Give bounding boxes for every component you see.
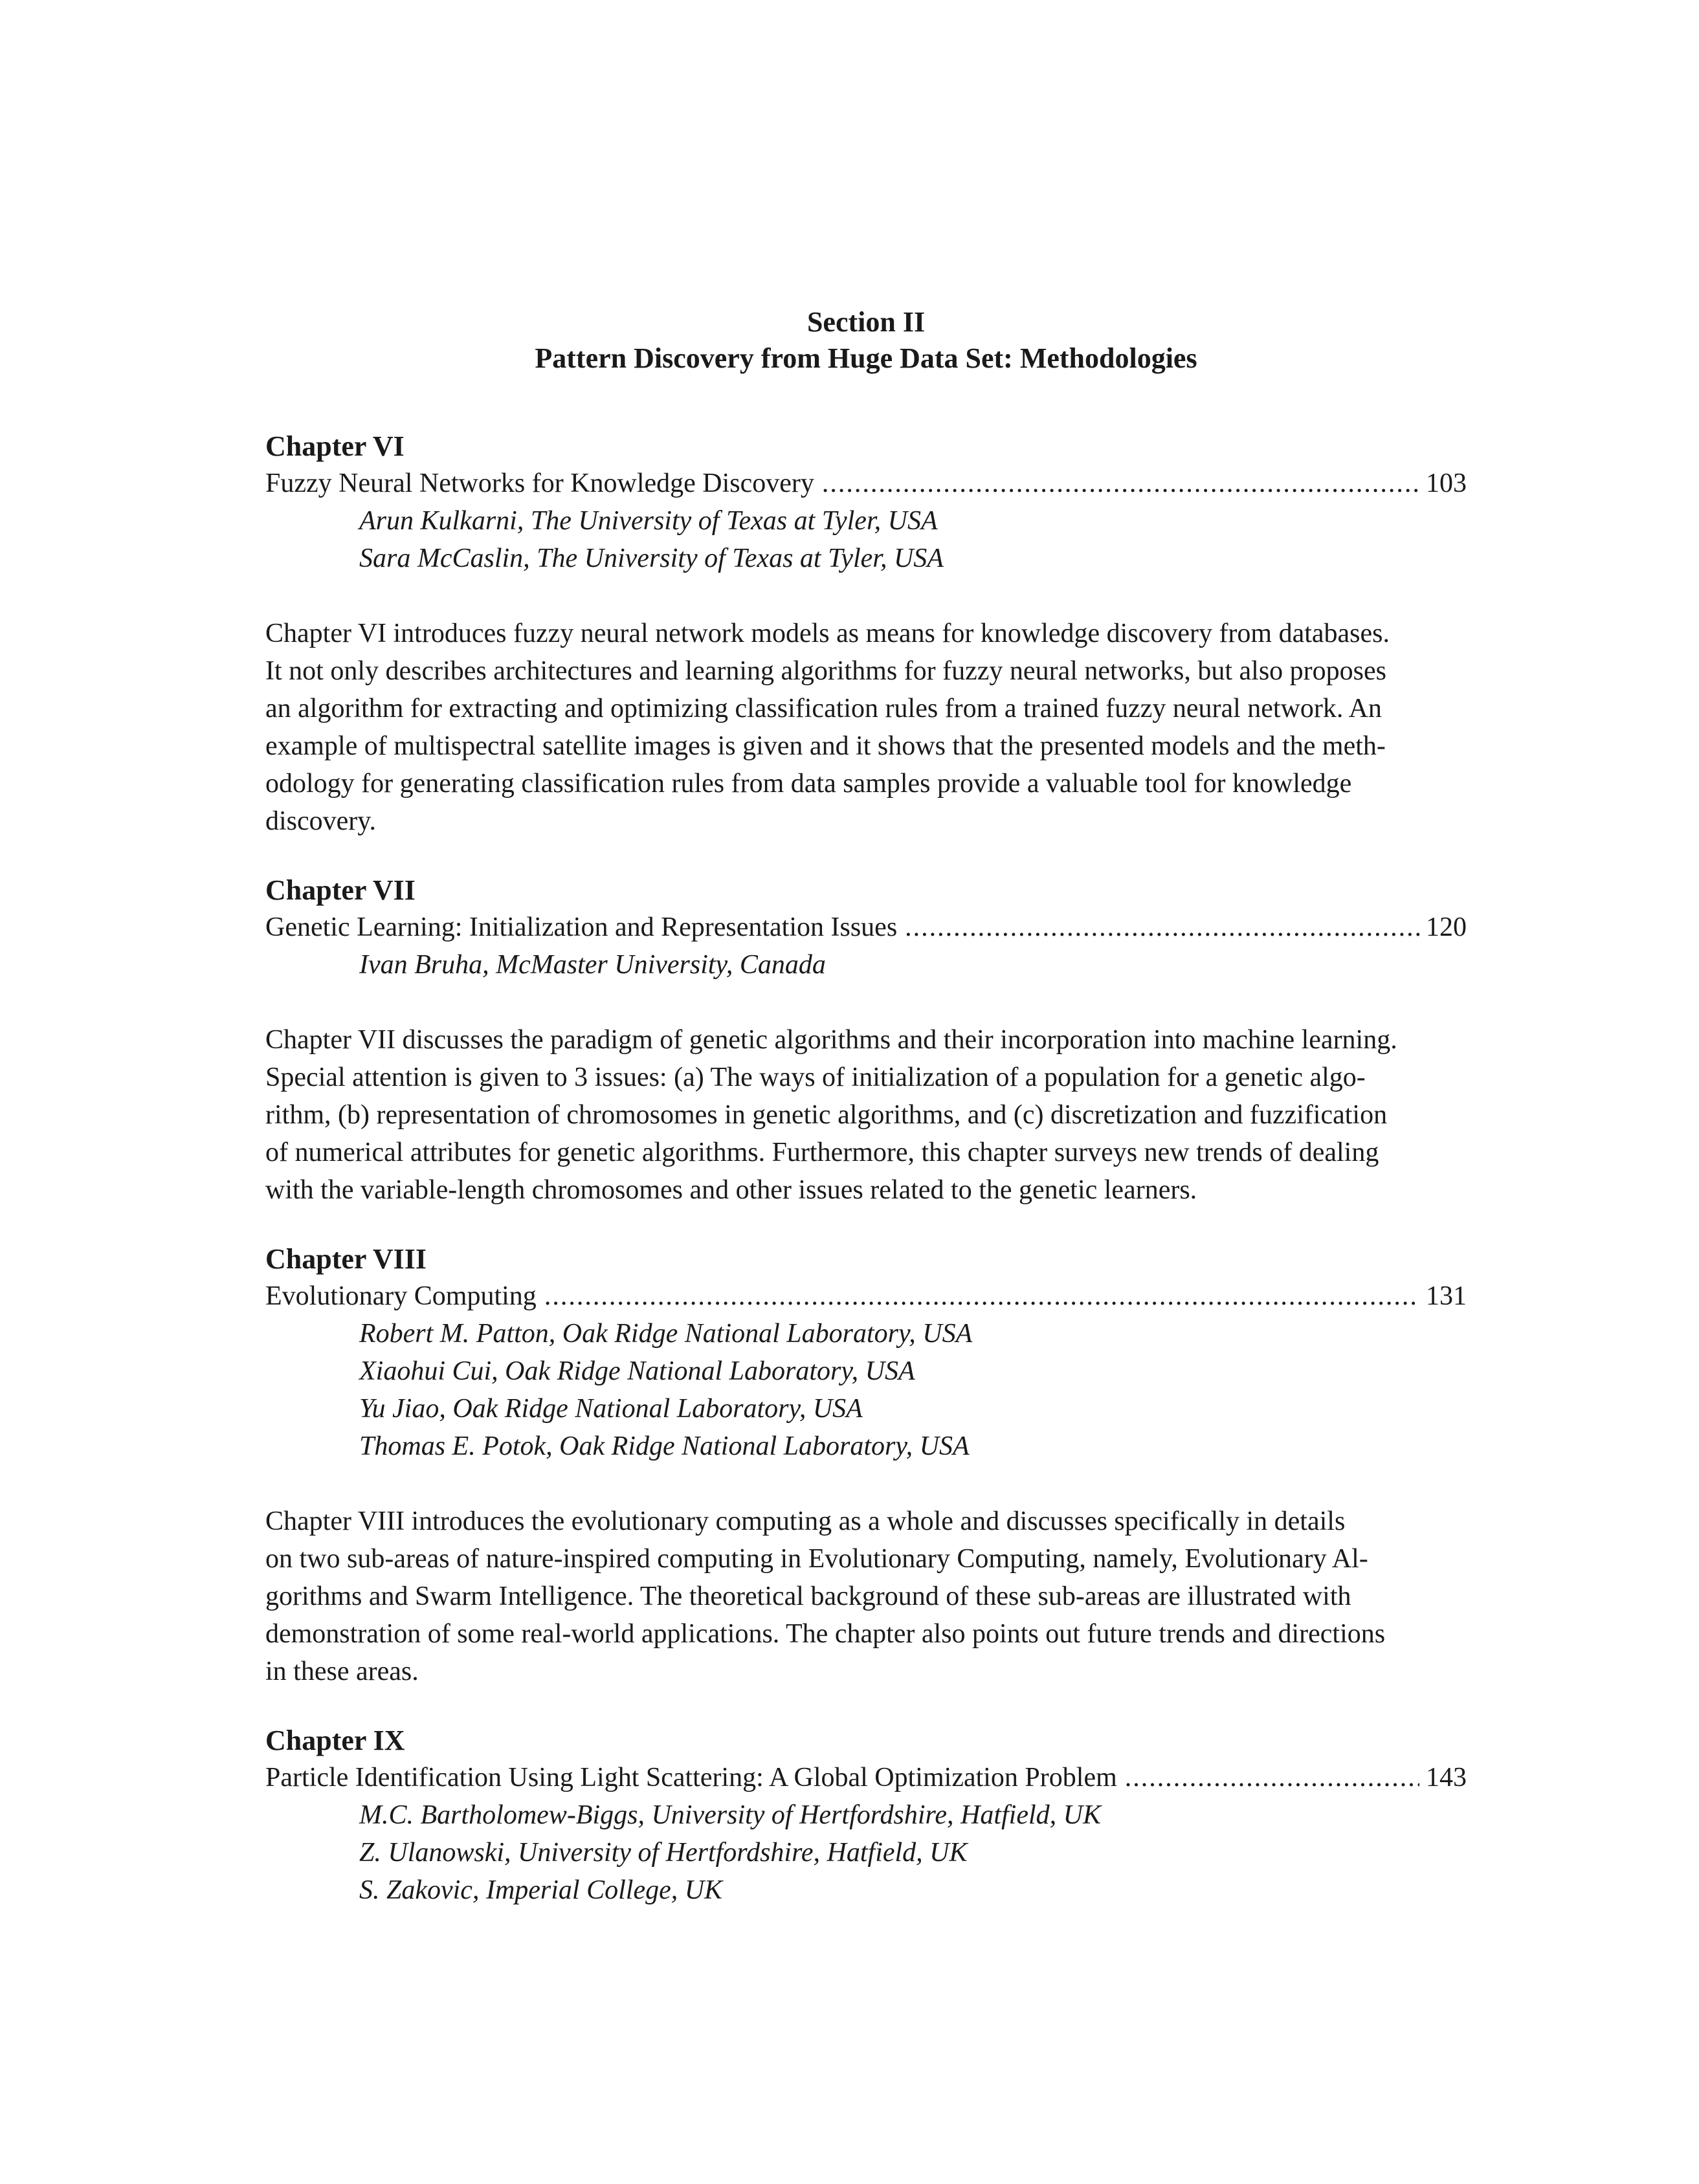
abstract-line: discovery. bbox=[265, 806, 377, 836]
leader-dots bbox=[1125, 1759, 1419, 1796]
chapter-entry-viii bbox=[265, 1241, 1467, 1690]
leader-dots bbox=[822, 465, 1419, 502]
author-line: Thomas E. Potok, Oak Ridge National Laboratory, USA bbox=[359, 1431, 970, 1461]
abstract-line: of numerical attributes for genetic algorithms. Furthermore, this chapter surveys new trends of dealing bbox=[265, 1138, 1379, 1167]
abstract-line: with the variable-length chromosomes and other issues related to the genetic learners. bbox=[265, 1175, 1197, 1205]
author-line: Z. Ulanowski, University of Hertfordshire, Hatfield, UK bbox=[359, 1838, 968, 1868]
chapter-title[interactable]: Particle Identification Using Light Scattering: A Global Optimization Problem bbox=[265, 1763, 1117, 1792]
author-line: Yu Jiao, Oak Ridge National Laboratory, USA bbox=[359, 1394, 863, 1424]
chapter-title[interactable]: Evolutionary Computing bbox=[265, 1281, 537, 1311]
chapter-title[interactable]: Fuzzy Neural Networks for Knowledge Discovery bbox=[265, 469, 814, 498]
author-line: Xiaohui Cui, Oak Ridge National Laboratory, USA bbox=[359, 1356, 915, 1386]
author-line: M.C. Bartholomew-Biggs, University of Hertfordshire, Hatfield, UK bbox=[359, 1800, 1101, 1830]
abstract-line: odology for generating classification rules from data samples provide a valuable tool for knowledge bbox=[265, 769, 1352, 799]
chapter-label: Chapter VII bbox=[265, 874, 416, 906]
chapter-label: Chapter IX bbox=[265, 1725, 405, 1756]
page-number: 143 bbox=[1426, 1763, 1467, 1792]
abstract-line: It not only describes architectures and learning algorithms for fuzzy neural networks, but also proposes bbox=[265, 656, 1386, 686]
chapter-label: Chapter VI bbox=[265, 430, 405, 462]
author-list bbox=[265, 946, 1467, 984]
abstract-line: Special attention is given to 3 issues: (a) The ways of initialization of a population for a genetic algo- bbox=[265, 1063, 1366, 1092]
author-line: Arun Kulkarni, The University of Texas at Tyler, USA bbox=[359, 506, 938, 536]
toc-line[interactable] bbox=[265, 465, 1467, 502]
chapter-title[interactable]: Genetic Learning: Initialization and Representation Issues bbox=[265, 912, 898, 942]
abstract-line: demonstration of some real-world applications. The chapter also points out future trends and directions bbox=[265, 1619, 1386, 1649]
abstract-line: example of multispectral satellite images is given and it shows that the presented models and the meth- bbox=[265, 731, 1386, 761]
author-line: Robert M. Patton, Oak Ridge National Laboratory, USA bbox=[359, 1319, 973, 1349]
chapter-abstract bbox=[265, 1021, 1467, 1209]
chapter-entry-vii bbox=[265, 872, 1467, 1209]
abstract-line: Chapter VIII introduces the evolutionary computing as a whole and discusses specifically in details bbox=[265, 1506, 1346, 1536]
abstract-line: in these areas. bbox=[265, 1657, 419, 1686]
toc-page bbox=[265, 304, 1467, 1909]
abstract-line: an algorithm for extracting and optimizing classification rules from a trained fuzzy neural network. An bbox=[265, 694, 1382, 723]
toc-line[interactable] bbox=[265, 909, 1467, 946]
section-title: Pattern Discovery from Huge Data Set: Methodologies bbox=[535, 342, 1197, 374]
abstract-line: Chapter VII discusses the paradigm of genetic algorithms and their incorporation into machine learning. bbox=[265, 1025, 1397, 1055]
toc-line[interactable] bbox=[265, 1277, 1467, 1315]
chapter-entry-vi bbox=[265, 428, 1467, 840]
author-line: Ivan Bruha, McMaster University, Canada bbox=[359, 950, 826, 980]
abstract-line: Chapter VI introduces fuzzy neural network models as means for knowledge discovery from databases. bbox=[265, 619, 1390, 648]
leader-dots bbox=[544, 1277, 1419, 1315]
author-list bbox=[265, 1796, 1467, 1909]
chapter-label: Chapter VIII bbox=[265, 1243, 427, 1275]
author-list bbox=[265, 1315, 1467, 1465]
section-heading bbox=[265, 304, 1467, 377]
chapter-abstract bbox=[265, 615, 1467, 840]
page-number: 120 bbox=[1426, 912, 1467, 942]
abstract-line: rithm, (b) representation of chromosomes in genetic algorithms, and (c) discretization and fuzzification bbox=[265, 1100, 1388, 1130]
toc-line[interactable] bbox=[265, 1759, 1467, 1796]
author-list bbox=[265, 502, 1467, 577]
section-label: Section II bbox=[806, 306, 926, 338]
chapter-entry-ix bbox=[265, 1723, 1467, 1909]
abstract-line: gorithms and Swarm Intelligence. The theoretical background of these sub-areas are illustrated with bbox=[265, 1582, 1351, 1611]
page-number: 131 bbox=[1426, 1281, 1467, 1311]
author-line: S. Zakovic, Imperial College, UK bbox=[359, 1875, 723, 1905]
author-line: Sara McCaslin, The University of Texas at Tyler, USA bbox=[359, 544, 944, 573]
page-number: 103 bbox=[1426, 469, 1467, 498]
leader-dots bbox=[905, 909, 1419, 946]
chapter-abstract bbox=[265, 1503, 1467, 1690]
abstract-line: on two sub-areas of nature-inspired computing in Evolutionary Computing, namely, Evolutionary Al- bbox=[265, 1544, 1368, 1574]
